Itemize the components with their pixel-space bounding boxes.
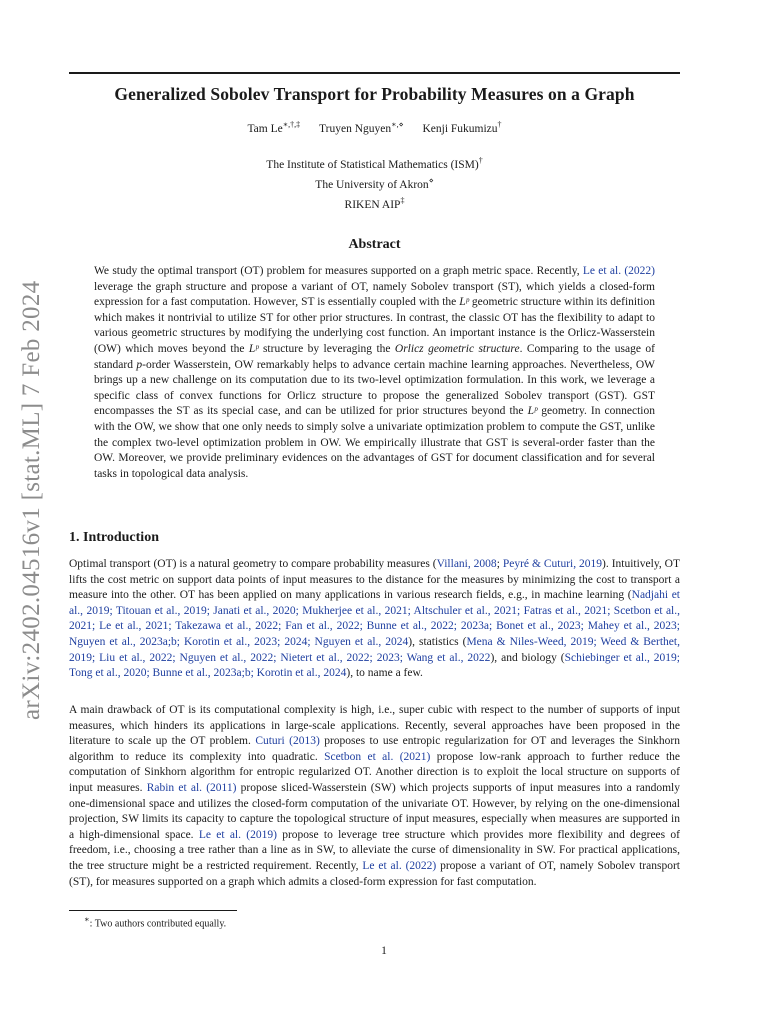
- affiliation-list: [69, 153, 680, 212]
- citation-link[interactable]: Villani, 2008: [436, 558, 497, 570]
- citation-link[interactable]: Le et al. (2022): [582, 265, 655, 277]
- intro-paragraph: A main drawback of OT is its computational complexity is high, i.e., super cubic with respect to the number of supports of input measures, which hinders its applications in large-scale applications. Recently, several approaches have been proposed in the literature to scale up the OT problem. Cuturi (2013) proposes to use entropic regularization for OT and leverages the Sinkhorn algorithm to reduce its complexity into quadratic. Scetbon et al. (2021) propose low-rank approach to further reduce the computation of Sinkhorn algorithm for entropic regularized OT. Another direction is to exploit the local structure on supports of input measures. Rabin et al. (2011) propose sliced-Wasserstein (SW) which projects supports of input measures into a randomly one-dimensional space and utilizes the closed-form computation of the univariate OT. However, by relying on the one-dimensional projection, SW limits its capacity to capture the topological structure of input measures, especially when measures are supported in a high-dimensional space. Le et al. (2019) propose to leverage tree structure which provides more flexibility and degrees of freedom, i.e., choosing a tree rather than a line as in SW, to alleviate the curse of dimensionality in SW. For practical applications, the tree structure might be a restricted requirement. Recently, Le et al. (2022) propose a variant of OT, namely Sobolev transport (ST), for measures supported on a graph which admits a closed-form expression for fast computation.: [69, 704, 680, 888]
- citation-link[interactable]: Nadjahi et al., 2019; Titouan et al., 2019; Janati et al., 2020; Mukherjee et al., 2021; Altschuler et al., 2021; Fatras et al., 2021; Scetbon et al., 2021; Le et al., 2021; Takezawa et al., 2022; Fan et al., 2022; Bunne et al., 2022; 2023a; Bonet et al., 2023; Mahey et al., 2023; Nguyen et al., 2023a;b; Korotin et al., 2023; 2024; Nguyen et al., 2024: [69, 589, 680, 648]
- author: Kenji Fukumizu†: [422, 120, 502, 135]
- affiliation: The Institute of Statistical Mathematics (ISM)†: [266, 156, 483, 171]
- abstract-body: We study the optimal transport (OT) problem for measures supported on a graph metric space. Recently, Le et al. (2022) leverage the graph structure and propose a variant of OT, namely Sobolev transport (ST), which yields a closed-form expression for a fast computation. However, ST is essentially coupled with the Lᵖ geometric structure within its definition which makes it nontrivial to utilize ST for other prior structures. In contrast, the classic OT has the flexibility to adapt to various geometric structures by modifying the underlying cost function. An important instance is the Orlicz-Wasserstein (OW) which moves beyond the Lᵖ structure by leveraging the Orlicz geometric structure. Comparing to the usage of standard p-order Wasserstein, OW remarkably helps to advance certain machine learning approaches. Nevertheless, OW brings up a new challenge on its computation due to its two-level optimization formulation. In this work, we leverage a specific class of convex functions for Orlicz structure to propose the generalized Sobolev transport (GST). GST encompasses the ST as its special case, and can be utilized for prior structures beyond the Lᵖ geometry. In connection with the OW, we show that one only needs to simply solve a univariate optimization problem to compute the GST, unlike the complex two-level optimization problem in OW. We empirically illustrate that GST is several-order faster than the OW. Moreover, we provide preliminary evidences on the advantages of GST for document classification and for several tasks in topological data analysis.: [94, 265, 656, 480]
- title-rule: [69, 72, 680, 74]
- citation-link[interactable]: Cuturi (2013): [255, 735, 320, 748]
- arxiv-identifier: arXiv:2402.04516v1 [stat.ML] 7 Feb 2024: [18, 280, 45, 720]
- affiliation: RIKEN AIP‡: [344, 195, 405, 211]
- author: Tam Le∗,†,‡: [247, 120, 301, 135]
- author-list: [69, 120, 680, 135]
- footnote-rule: [69, 910, 237, 911]
- author: Truyen Nguyen∗,⋄: [319, 120, 404, 135]
- page-number: 1: [381, 945, 387, 957]
- citation-link[interactable]: Mena & Niles-Weed, 2019; Weed & Berthet, 2019; Liu et al., 2022; Nguyen et al., 2022; Nietert et al., 2022; 2023; Wang et al., 2022: [69, 635, 680, 664]
- citation-link[interactable]: Peyré & Cuturi, 2019: [502, 558, 603, 570]
- section-heading: 1. Introduction: [69, 530, 159, 545]
- citation-link[interactable]: Schiebinger et al., 2019; Tong et al., 2020; Bunne et al., 2023a;b; Korotin et al., 2024: [69, 651, 680, 680]
- intro-paragraph: Optimal transport (OT) is a natural geometry to compare probability measures (Villani, 2008; Peyré & Cuturi, 2019). Intuitively, OT lifts the cost metric on support data points of input measures to the distance for the measures by minimizing the cost to transport a measure into the other. OT has been applied on many applications in various research fields, e.g., in machine learning (Nadjahi et al., 2019; Titouan et al., 2019; Janati et al., 2020; Mukherjee et al., 2021; Altschuler et al., 2021; Fatras et al., 2021; Scetbon et al., 2021; Le et al., 2021; Takezawa et al., 2022; Fan et al., 2022; Bunne et al., 2022; 2023a; Bonet et al., 2023; Mahey et al., 2023; Nguyen et al., 2023a;b; Korotin et al., 2023; 2024; Nguyen et al., 2024), statistics (Mena & Niles-Weed, 2019; Weed & Berthet, 2019; Liu et al., 2022; Nguyen et al., 2022; Nietert et al., 2022; 2023; Wang et al., 2022), and biology (Schiebinger et al., 2019; Tong et al., 2020; Bunne et al., 2023a;b; Korotin et al., 2024), to name a few.: [69, 558, 680, 680]
- citation-link[interactable]: Le et al. (2019): [198, 828, 277, 841]
- footnote: ∗: Two authors contributed equally.: [84, 915, 227, 930]
- paper-title: Generalized Sobolev Transport for Probability Measures on a Graph: [114, 84, 635, 104]
- citation-link[interactable]: Scetbon et al. (2021): [324, 750, 431, 763]
- affiliation: The University of Akron⋄: [315, 175, 434, 191]
- abstract-heading: Abstract: [348, 237, 401, 252]
- citation-link[interactable]: Le et al. (2022): [362, 859, 437, 872]
- citation-link[interactable]: Rabin et al. (2011): [146, 781, 237, 794]
